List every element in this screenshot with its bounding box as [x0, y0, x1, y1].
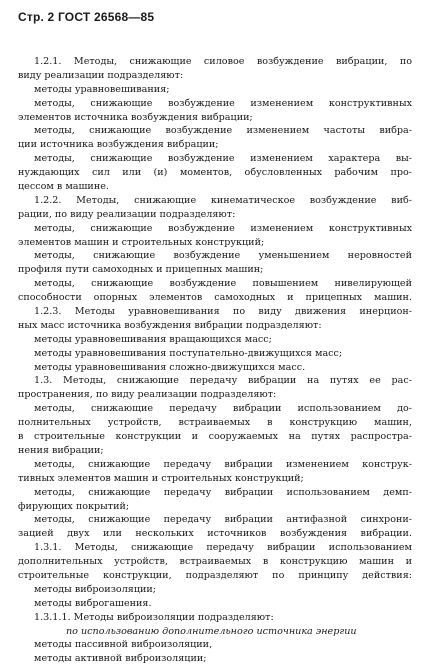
text-line: пространения, по виду реализации подразделяют:: [18, 389, 277, 401]
document-body: [18, 55, 412, 666]
text-line: 1.3. Методы, снижающие передачу вибрации на путях ее рас-: [34, 375, 412, 387]
text-line: в строительные конструкции и сооружаемых на путях распростра-: [18, 431, 412, 443]
text-line: методы, снижающие передачу вибрации антифазной синхрони-: [34, 514, 412, 526]
text-line: методы, снижающие возбуждение изменением конструктивных: [34, 222, 412, 234]
text-line: методы активной виброизоляции;: [34, 653, 207, 665]
text-line: 1.3.1.1. Методы виброизоляции подразделяют:: [34, 611, 274, 623]
text-line: строительные конструкции, подразделяют по принципу действия:: [18, 569, 412, 581]
text-line: методы уравновешивания сложно-движущихся масс.: [34, 361, 306, 373]
text-line: нуждающих сил или (и) моментов, обусловленных рабочим про-: [18, 167, 412, 179]
text-line: 1.2.3. Методы уравновешивания по виду движения инерцион-: [34, 306, 412, 318]
text-line: фирующих покрытий;: [18, 500, 130, 512]
text-line: тивных элементов машин и строительных конструкций;: [18, 472, 304, 484]
text-line: методы, снижающие возбуждение изменением частоты вибра-: [34, 125, 412, 137]
text-line: методы, снижающие передачу вибрации изменением конструк-: [34, 458, 412, 470]
text-line: по использованию дополнительного источника энергии: [66, 625, 357, 637]
text-line: методы, снижающие возбуждение повышением нивелирующей: [34, 278, 412, 290]
text-line: методы виброгашения.: [34, 597, 152, 609]
text-line: методы, снижающие возбуждение изменением конструктивных: [34, 97, 412, 109]
text-line: методы, снижающие передачу вибрации использованием до-: [34, 403, 412, 415]
text-line: методы уравновешивания поступательно-движущихся масс;: [34, 347, 343, 359]
text-line: методы уравновешивания;: [34, 83, 170, 95]
text-line: профиля пути самоходных и прицепных машин;: [18, 264, 264, 276]
text-line: 1.2.1. Методы, снижающие силовое возбуждение вибрации, по: [34, 56, 412, 67]
text-line: цессом в машине.: [18, 181, 109, 193]
text-line: ции источника возбуждения вибрации;: [18, 139, 219, 151]
text-line: методы уравновешивания вращающихся масс;: [34, 333, 272, 345]
text-line: дополнительных устройств, встраиваемых в конструкцию машин и: [18, 556, 412, 568]
text-line: методы, снижающие возбуждение изменением характера вы-: [34, 153, 412, 165]
text-line: 1.3.1. Методы, снижающие передачу вибрации использованием: [34, 542, 412, 554]
text-line: методы пассивной виброизоляции,: [34, 639, 213, 651]
text-line: способности опорных элементов самоходных и прицепных машин.: [18, 292, 412, 304]
text-line: рации, по виду реализации подразделяют:: [18, 208, 236, 220]
text-line: 1.2.2. Методы, снижающие кинематическое возбуждение виб-: [34, 194, 412, 206]
text-line: виду реализации подразделяют:: [18, 69, 184, 81]
text-line: методы, снижающие возбуждение уменьшением неровностей: [34, 250, 412, 262]
text-line: нения вибрации;: [18, 444, 104, 456]
text-line: элементов источника возбуждения вибрации;: [18, 111, 253, 123]
text-line: методы виброизоляции;: [34, 583, 157, 595]
text-line: элементов машин и строительных конструкций;: [18, 236, 265, 248]
text-line: зацией двух или нескольких источников возбуждения вибрации.: [18, 528, 412, 540]
page-header: Стр. 2 ГОСТ 26568—85: [18, 10, 155, 24]
text-line: полнительных устройств, встраиваемых в конструкцию машин,: [18, 417, 412, 429]
text-line: ных масс источника возбуждения вибрации подразделяют:: [18, 319, 322, 331]
text-line: методы, снижающие передачу вибрации использованием демп-: [34, 486, 412, 498]
